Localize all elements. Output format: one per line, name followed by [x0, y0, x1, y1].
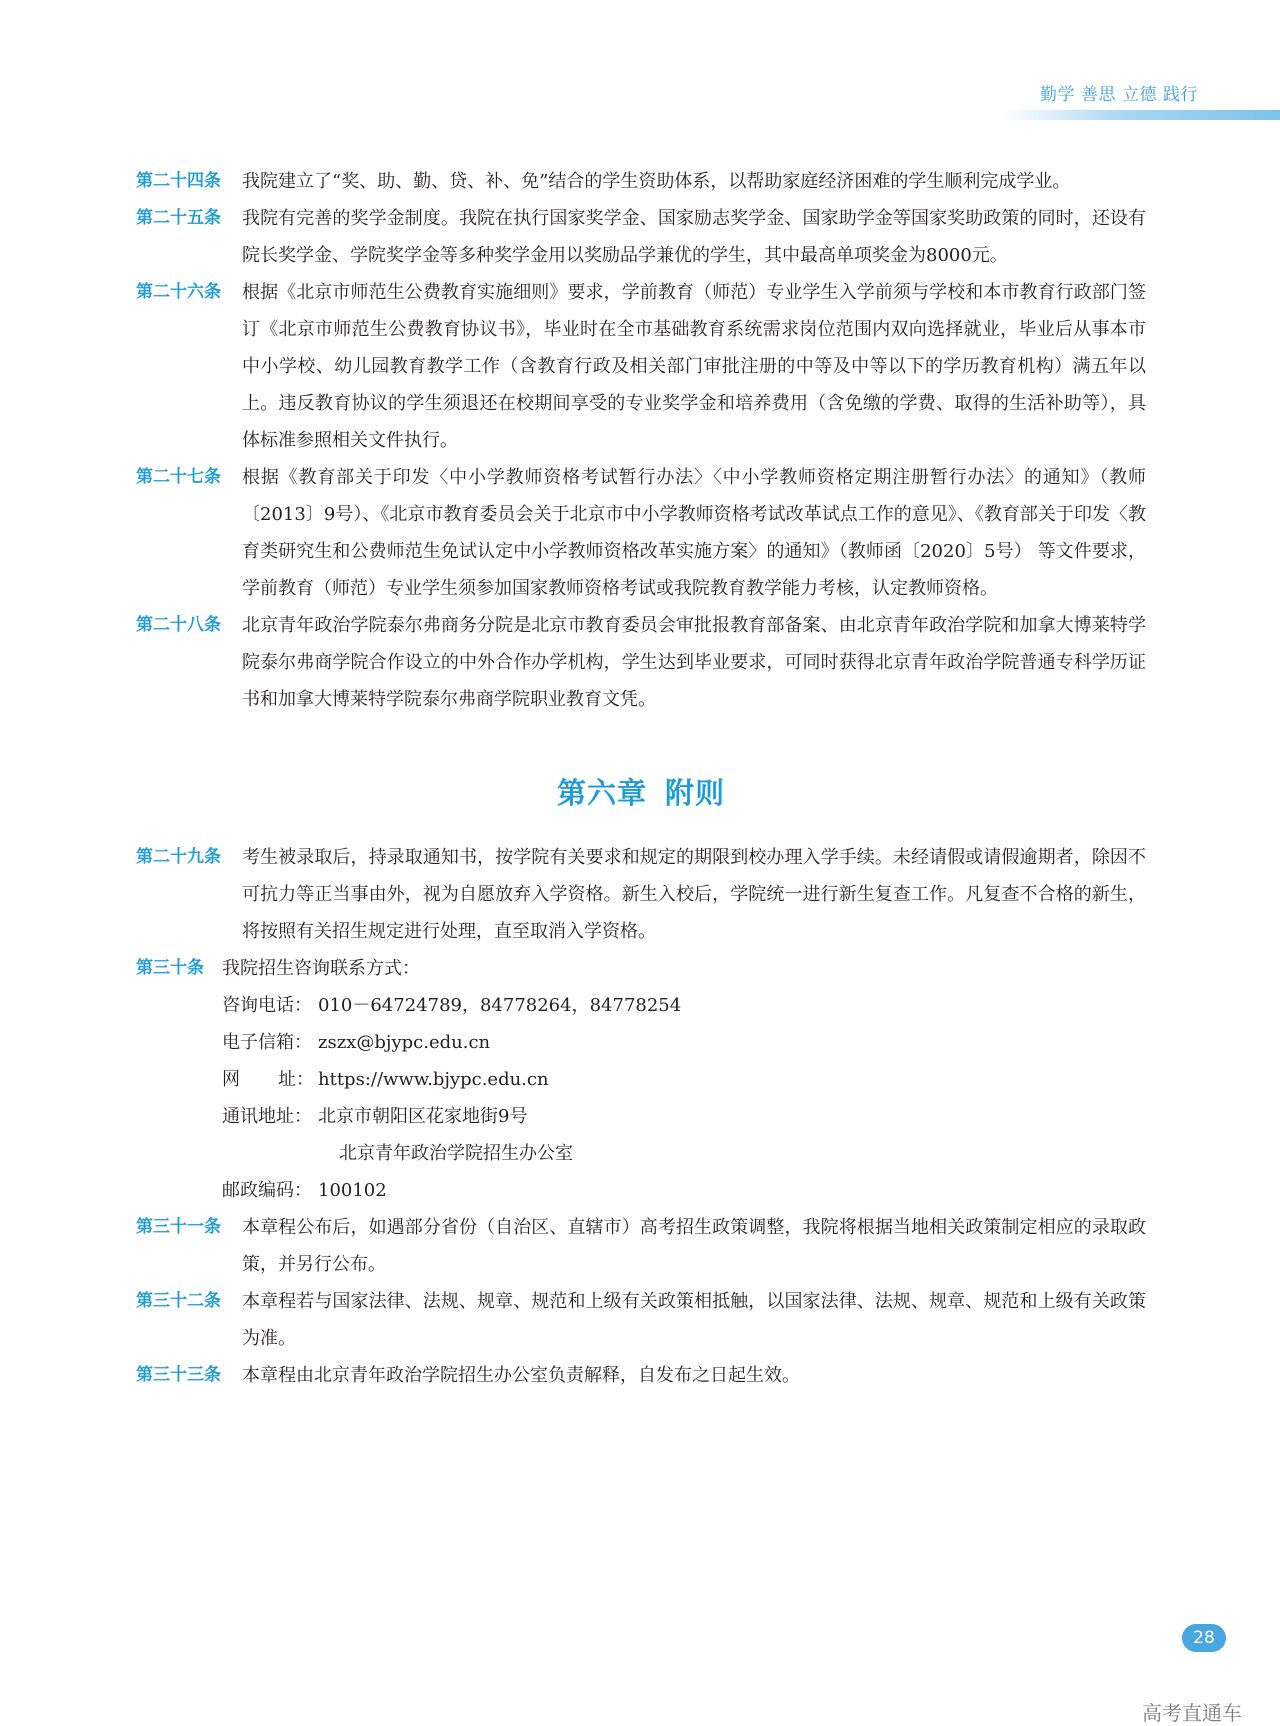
article-26 [136, 274, 1146, 459]
contact-address-row-2 [222, 1135, 1146, 1172]
phone-value: 010－64724789，84778264，84778254 [318, 995, 682, 1016]
article-text: 根据《北京市师范生公费教育实施细则》要求，学前教育（师范）专业学生入学前须与学校和本市教育行政部门签订《北京市师范生公费教育协议书》，毕业时在全市基础教育系统需求岗位范围内双向选择就业，毕业后从事本市中小学校、幼儿园教育教学工作（含教育行政及相关部门审批注册的中等及中等以下的学历教育机构）满五年以上。违反教育协议的学生须退还在校期间享受的专业奖学金和培养费用（含免缴的学费、取得的生活补助等），具体标准参照相关文件执行。 [242, 282, 1146, 451]
address-line-1: 北京市朝阳区花家地街9号 [318, 1106, 528, 1127]
article-28 [136, 607, 1146, 718]
email-label: 电子信箱： [222, 1032, 312, 1053]
article-text: 北京青年政治学院泰尔弗商务分院是北京市教育委员会审批报教育部备案、由北京青年政治学院和加拿大博莱特学院泰尔弗商学院合作设立的中外合作办学机构，学生达到毕业要求，可同时获得北京青年政治学院普通专科学历证书和加拿大博莱特学院泰尔弗商学院职业教育文凭。 [242, 615, 1146, 710]
address-line-2: 北京青年政治学院招生办公室 [339, 1143, 573, 1164]
article-24 [136, 163, 1146, 200]
watermark-text: 高考直通车 [1142, 1701, 1242, 1725]
phone-label: 咨询电话： [222, 995, 312, 1016]
article-number: 第三十一条 [136, 1217, 221, 1237]
article-number: 第三十二条 [136, 1291, 221, 1311]
article-number: 第二十五条 [136, 208, 221, 228]
article-text: 根据《教育部关于印发〈中小学教师资格考试暂行办法〉〈中小学教师资格定期注册暂行办法〉的通知》（教师〔2013〕9号）、《北京市教育委员会关于北京市中小学教师资格考试改革试点工作的意见》、《教育部关于印发〈教育类研究生和公费师范生免试认定中小学教师资格改革实施方案〉的通知》（教师函〔2020〕5号） 等文件要求，学前教育（师范）专业学生须参加国家教师资格考试或我院教育教学能力考核，认定教师资格。 [242, 467, 1146, 599]
contact-postcode-row [222, 1172, 1146, 1209]
web-label-char: 址： [278, 1069, 314, 1090]
header-motto [1040, 80, 1204, 105]
article-30 [136, 950, 1146, 987]
article-text: 考生被录取后，持录取通知书，按学院有关要求和规定的期限到校办理入学手续。未经请假或请假逾期者，除因不可抗力等正当事由外，视为自愿放弃入学资格。新生入校后，学院统一进行新生复查工作。凡复查不合格的新生，将按照有关招生规定进行处理，直至取消入学资格。 [242, 847, 1146, 942]
contact-web-row [222, 1061, 1146, 1098]
web-label-char: 网 [222, 1069, 240, 1090]
article-27 [136, 459, 1146, 607]
contact-address-row [222, 1098, 1146, 1135]
contact-email-row [222, 1024, 1146, 1061]
postcode-value: 100102 [318, 1180, 387, 1201]
article-text: 本章程公布后，如遇部分省份（自治区、直辖市）高考招生政策调整，我院将根据当地相关政策制定相应的录取政策，并另行公布。 [242, 1217, 1146, 1275]
contact-info [222, 987, 1146, 1209]
chapter-title [136, 771, 1146, 812]
article-number: 第二十七条 [136, 467, 221, 487]
motto-word: 勤学 [1040, 85, 1075, 105]
motto-word: 践行 [1163, 85, 1198, 105]
article-text: 我院建立了“奖、助、勤、贷、补、免”结合的学生资助体系，以帮助家庭经济困难的学生顺利完成学业。 [242, 171, 1071, 192]
page-number-badge: 28 [1182, 1624, 1226, 1652]
address-label: 通讯地址： [222, 1106, 312, 1127]
web-value: https://www.bjypc.edu.cn [318, 1069, 549, 1090]
chapter-number: 第六章 [556, 776, 647, 810]
article-number: 第二十八条 [136, 615, 221, 635]
contact-phone-row [222, 987, 1146, 1024]
article-number: 第二十四条 [136, 171, 221, 191]
page-content [136, 163, 1146, 1394]
article-number: 第二十九条 [136, 847, 221, 867]
motto-word: 立德 [1122, 85, 1157, 105]
postcode-label: 邮政编码： [222, 1180, 312, 1201]
article-number: 第三十三条 [136, 1365, 221, 1385]
article-text: 本章程若与国家法律、法规、规章、规范和上级有关政策相抵触，以国家法律、法规、规章、规范和上级有关政策为准。 [242, 1291, 1146, 1349]
article-25 [136, 200, 1146, 274]
article-33 [136, 1357, 1146, 1394]
chapter-name: 附则 [665, 776, 726, 810]
article-text: 本章程由北京青年政治学院招生办公室负责解释，自发布之日起生效。 [242, 1365, 800, 1386]
article-number: 第二十六条 [136, 282, 221, 302]
email-value: zszx@bjypc.edu.cn [318, 1032, 491, 1053]
article-number: 第三十条 [136, 958, 204, 978]
article-29 [136, 839, 1146, 950]
article-text: 我院有完善的奖学金制度。我院在执行国家奖学金、国家励志奖学金、国家助学金等国家奖助政策的同时，还设有院长奖学金、学院奖学金等多种奖学金用以奖励品学兼优的学生，其中最高单项奖金为8000元。 [242, 208, 1146, 266]
article-text: 我院招生咨询联系方式： [222, 958, 420, 979]
header-gradient-bar [1003, 110, 1280, 120]
article-32 [136, 1283, 1146, 1357]
article-31 [136, 1209, 1146, 1283]
motto-word: 善思 [1081, 85, 1116, 105]
web-label [222, 1061, 318, 1098]
